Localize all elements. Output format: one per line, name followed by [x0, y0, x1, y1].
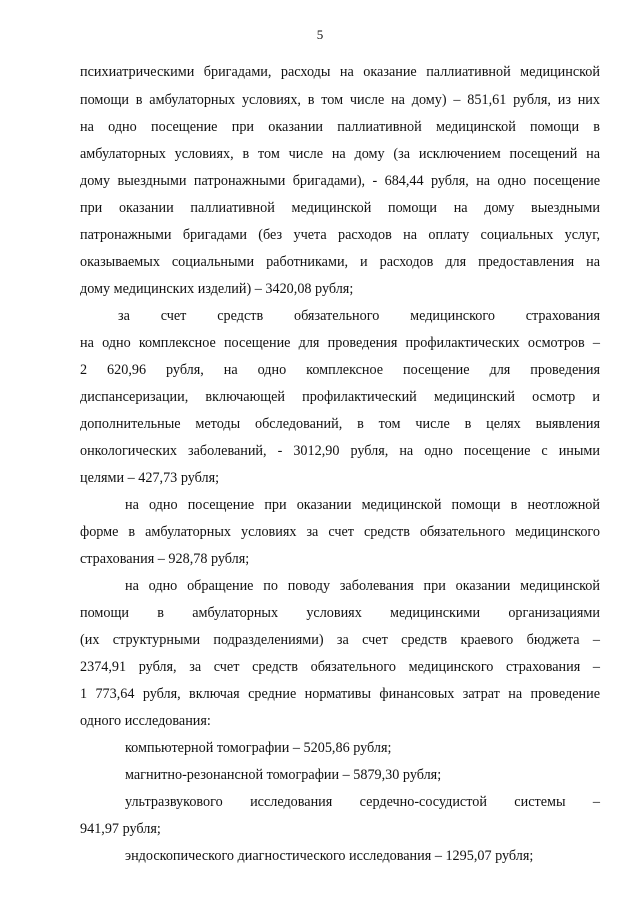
text-line: 2 620,96 рубля, на одно комплексное посещение для проведения [80, 362, 600, 378]
text-line: на одно посещение при оказании медицинской помощи в неотложной [125, 497, 600, 513]
text-line: на одно комплексное посещение для проведения профилактических осмотров – [80, 335, 600, 351]
text-line: амбулаторных условиях, в том числе на дому (за исключением посещений на [80, 146, 600, 162]
text-line: эндоскопического диагностического исследования – 1295,07 рубля; [125, 848, 534, 864]
text-line: компьютерной томографии – 5205,86 рубля; [125, 740, 392, 756]
text-line: одного исследования: [80, 713, 211, 729]
text-line: дополнительные методы обследований, в том числе в целях выявления [80, 416, 600, 432]
text-line: патронажными бригадами (без учета расходов на оплату социальных услуг, [80, 227, 600, 243]
text-line: помощи в амбулаторных условиях, в том числе на дому) – 851,61 рубля, из них [80, 92, 600, 108]
text-line: на одно посещение при оказании паллиативной медицинской помощи в [80, 119, 600, 135]
text-line: ультразвукового исследования сердечно-сосудистой системы – [125, 794, 600, 810]
page-number: 5 [316, 27, 324, 42]
text-line: 2374,91 рубля, за счет средств обязательного медицинского страхования – [80, 659, 600, 675]
text-line: диспансеризации, включающей профилактический медицинский осмотр и [80, 389, 600, 405]
text-line: (их структурными подразделениями) за счет средств краевого бюджета – [80, 632, 600, 648]
text-line: 1 773,64 рубля, включая средние нормативы финансовых затрат на проведение [80, 686, 600, 702]
text-line: 941,97 рубля; [80, 821, 161, 837]
text-line: дому выездными патронажными бригадами), - 684,44 рубля, на одно посещение [80, 173, 600, 189]
text-line: психиатрическими бригадами, расходы на оказание паллиативной медицинской [80, 64, 600, 80]
text-line: за счет средств обязательного медицинского страхования [118, 308, 600, 324]
text-line: при оказании паллиативной медицинской помощи на дому выездными [80, 200, 600, 216]
text-line: онкологических заболеваний, - 3012,90 рубля, на одно посещение с иными [80, 443, 600, 459]
text-line: оказываемых социальными работниками, и расходов для предоставления на [80, 254, 600, 270]
text-line: помощи в амбулаторных условиях медицинскими организациями [80, 605, 600, 621]
text-line: форме в амбулаторных условиях за счет средств обязательного медицинского [80, 524, 600, 540]
text-line: магнитно-резонансной томографии – 5879,30 рубля; [125, 767, 442, 783]
text-line: на одно обращение по поводу заболевания при оказании медицинской [125, 578, 600, 594]
text-line: дому медицинских изделий) – 3420,08 рубля; [80, 281, 354, 297]
text-line: страхования – 928,78 рубля; [80, 551, 250, 567]
text-line: целями – 427,73 рубля; [80, 470, 220, 486]
